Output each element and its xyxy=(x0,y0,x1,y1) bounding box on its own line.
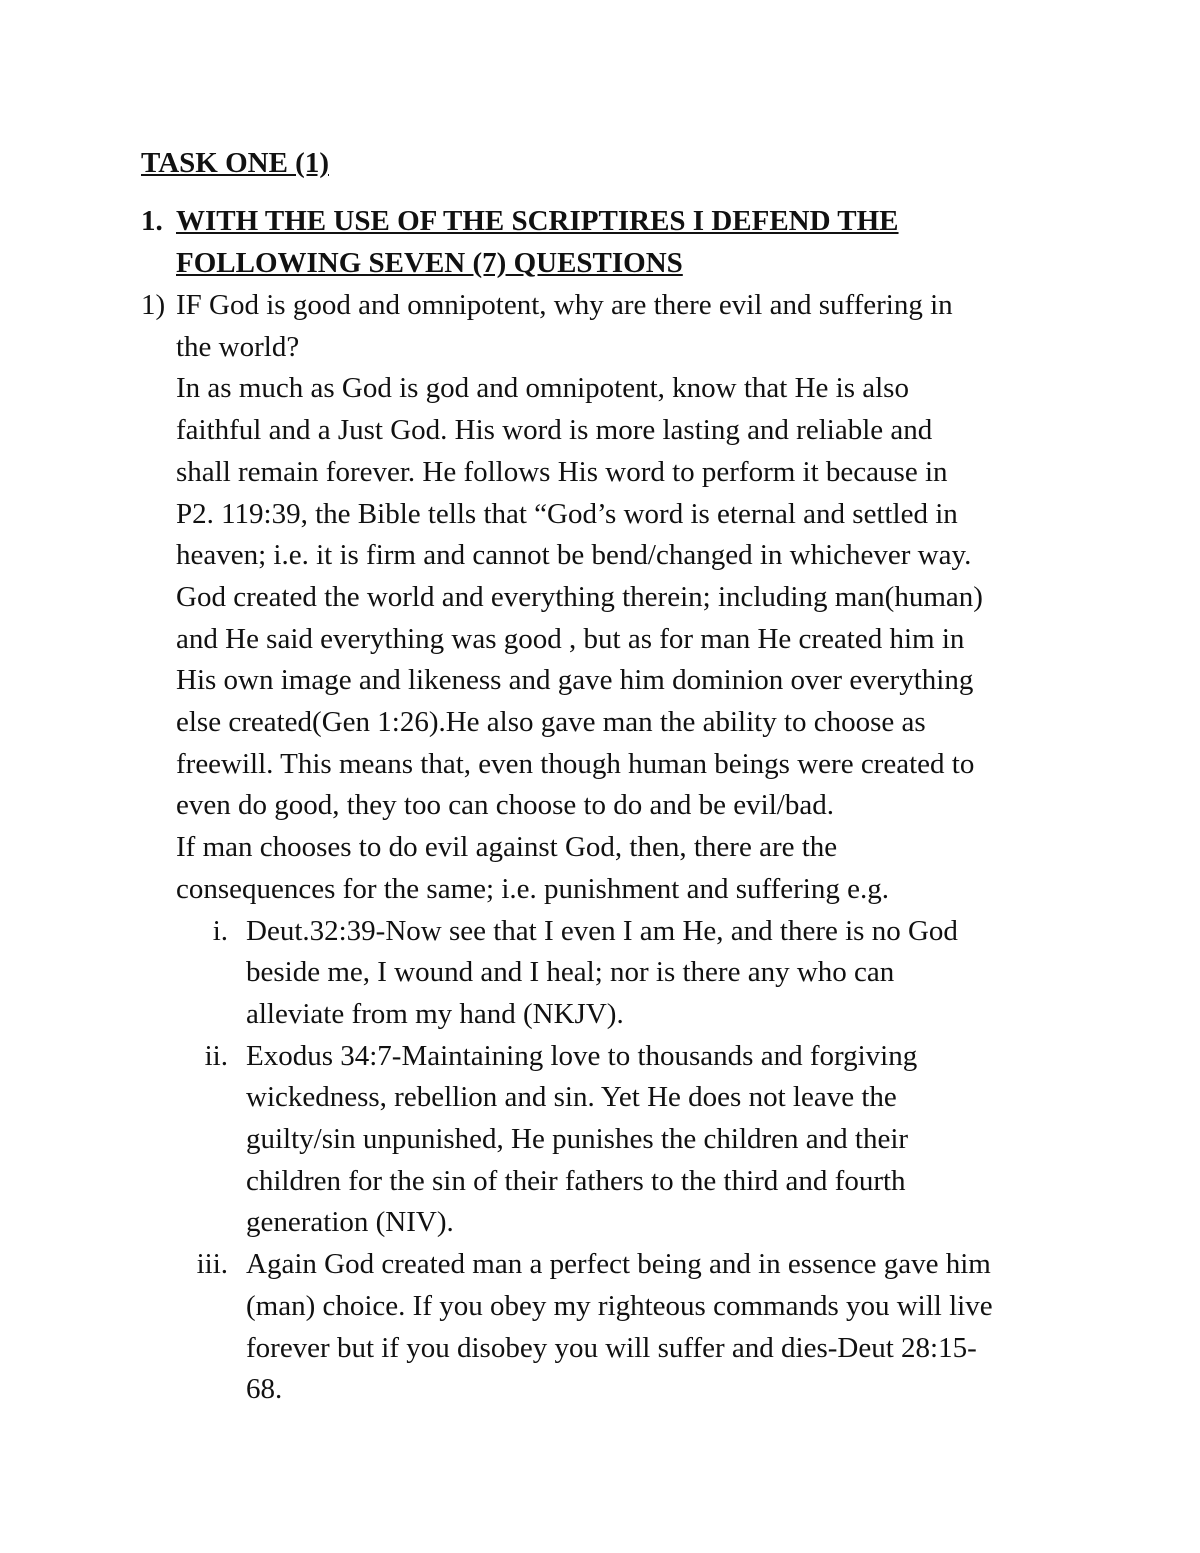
answer-line: P2. 119:39, the Bible tells that “God’s word is eternal and settled in xyxy=(176,497,958,530)
consequence-line: consequences for the same; i.e. punishment and suffering e.g. xyxy=(176,872,889,905)
scripture-list xyxy=(176,911,1061,1411)
question-line: IF God is good and omnipotent, why are there evil and suffering in xyxy=(176,289,953,321)
answer-paragraph xyxy=(176,368,1061,827)
question-number: 1) xyxy=(141,289,166,321)
list-line: beside me, I wound and I heal; nor is there any who can xyxy=(246,956,895,989)
list-line: Exodus 34:7-Maintaining love to thousands and forgiving xyxy=(246,1039,918,1072)
list-numeral: iii. xyxy=(196,1248,228,1281)
list-line: guilty/sin unpunished, He punishes the children and their xyxy=(246,1123,909,1156)
list-line: (man) choice. If you obey my righteous commands you will live xyxy=(246,1289,993,1322)
consequence-line: If man chooses to do evil against God, then, there are the xyxy=(176,831,838,864)
list-line: alleviate from my hand (NKJV). xyxy=(246,997,624,1030)
list-line: children for the sin of their fathers to the third and fourth xyxy=(246,1164,906,1197)
list-item xyxy=(176,1244,1061,1411)
section-number: 1. xyxy=(141,205,163,237)
task-heading: TASK ONE (1) xyxy=(141,147,329,179)
list-line: generation (NIV). xyxy=(246,1206,454,1239)
consequence-paragraph xyxy=(176,827,1061,910)
section-heading-line-1: WITH THE USE OF THE SCRIPTIRES I DEFEND THE xyxy=(176,205,899,237)
answer-line: shall remain forever. He follows His word to perform it because in xyxy=(176,455,948,488)
answer-line: freewill. This means that, even though human beings were created to xyxy=(176,747,975,780)
question-body xyxy=(176,285,1061,1411)
question-1 xyxy=(141,285,1061,1411)
answer-line: His own image and likeness and gave him dominion over everything xyxy=(176,664,974,697)
answer-line: heaven; i.e. it is firm and cannot be bend/changed in whichever way. xyxy=(176,539,972,572)
answer-line: faithful and a Just God. His word is more lasting and reliable and xyxy=(176,414,933,447)
list-line: forever but if you disobey you will suffer and dies-Deut 28:15- xyxy=(246,1331,977,1364)
list-line: Deut.32:39-Now see that I even I am He, and there is no God xyxy=(246,914,958,947)
list-line: Again God created man a perfect being and in essence gave him xyxy=(246,1248,991,1281)
question-line: the world? xyxy=(176,330,300,363)
list-item xyxy=(176,911,1061,1036)
answer-line: God created the world and everything therein; including man(human) xyxy=(176,580,983,613)
list-line: 68. xyxy=(246,1373,283,1406)
question-text xyxy=(176,285,1061,368)
answer-line: and He said everything was good , but as for man He created him in xyxy=(176,622,965,655)
answer-line: even do good, they too can choose to do and be evil/bad. xyxy=(176,789,834,822)
list-numeral: ii. xyxy=(204,1039,228,1072)
list-line: wickedness, rebellion and sin. Yet He does not leave the xyxy=(246,1081,897,1114)
list-numeral: i. xyxy=(212,914,228,947)
section-heading xyxy=(141,201,1041,284)
answer-line: In as much as God is god and omnipotent, know that He is also xyxy=(176,372,909,405)
answer-line: else created(Gen 1:26).He also gave man the ability to choose as xyxy=(176,706,926,739)
list-item xyxy=(176,1036,1061,1245)
section-heading-line-2: FOLLOWING SEVEN (7) QUESTIONS xyxy=(176,246,683,279)
